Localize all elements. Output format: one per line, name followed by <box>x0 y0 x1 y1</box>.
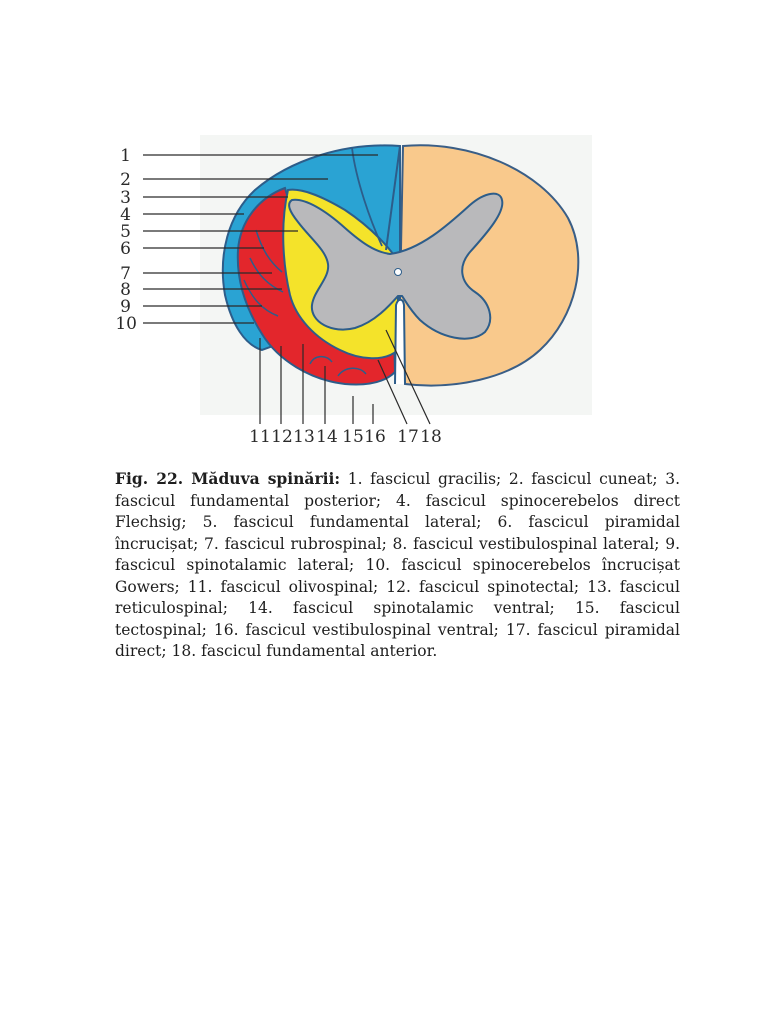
label-6: 6 <box>120 239 131 259</box>
label-9: 9 <box>120 297 131 317</box>
caption-heading: Fig. 22. Măduva spinării: <box>115 469 341 488</box>
label-13: 13 <box>293 427 315 447</box>
label-1: 1 <box>120 146 131 166</box>
label-8: 8 <box>120 280 131 300</box>
anterior-median-fissure <box>395 300 405 384</box>
central-canal <box>395 269 402 276</box>
label-10: 10 <box>115 314 137 334</box>
label-5: 5 <box>120 222 131 242</box>
label-11: 11 <box>249 427 271 447</box>
label-3: 3 <box>120 188 131 208</box>
label-17: 17 <box>397 427 419 447</box>
figure-caption <box>115 468 680 663</box>
label-12: 12 <box>271 427 293 447</box>
label-2: 2 <box>120 170 131 190</box>
label-16: 16 <box>364 427 386 447</box>
label-18: 18 <box>420 427 442 447</box>
caption-text: 1. fascicul gracilis; 2. fascicul cuneat; 3. fascicul fundamental posterior; 4. fascicul spinocerebelos direct Flechsig; 5. fascicul fundamental lateral; 6. fascicul piramidal încrucișat; 7. fascicul rubrospinal; 8. fascicul vestibulospinal lateral; 9. fascicul spinotalamic lateral; 10. fascicul spinocerebelos încrucișat Gowers; 11. fascicul olivospinal; 12. fascicul spinotectal; 13. fascicul reticulospinal; 14. fascicul spinotalamic ventral; 15. fascicul tectospinal; 16. fascicul vestibulospinal ventral; 17. fascicul piramidal direct; 18. fascicul fundamental anterior. <box>115 470 681 660</box>
label-4: 4 <box>120 205 131 225</box>
label-14: 14 <box>316 427 338 447</box>
spinal-cord-diagram <box>0 0 768 460</box>
label-7: 7 <box>120 264 131 284</box>
label-15: 15 <box>342 427 364 447</box>
